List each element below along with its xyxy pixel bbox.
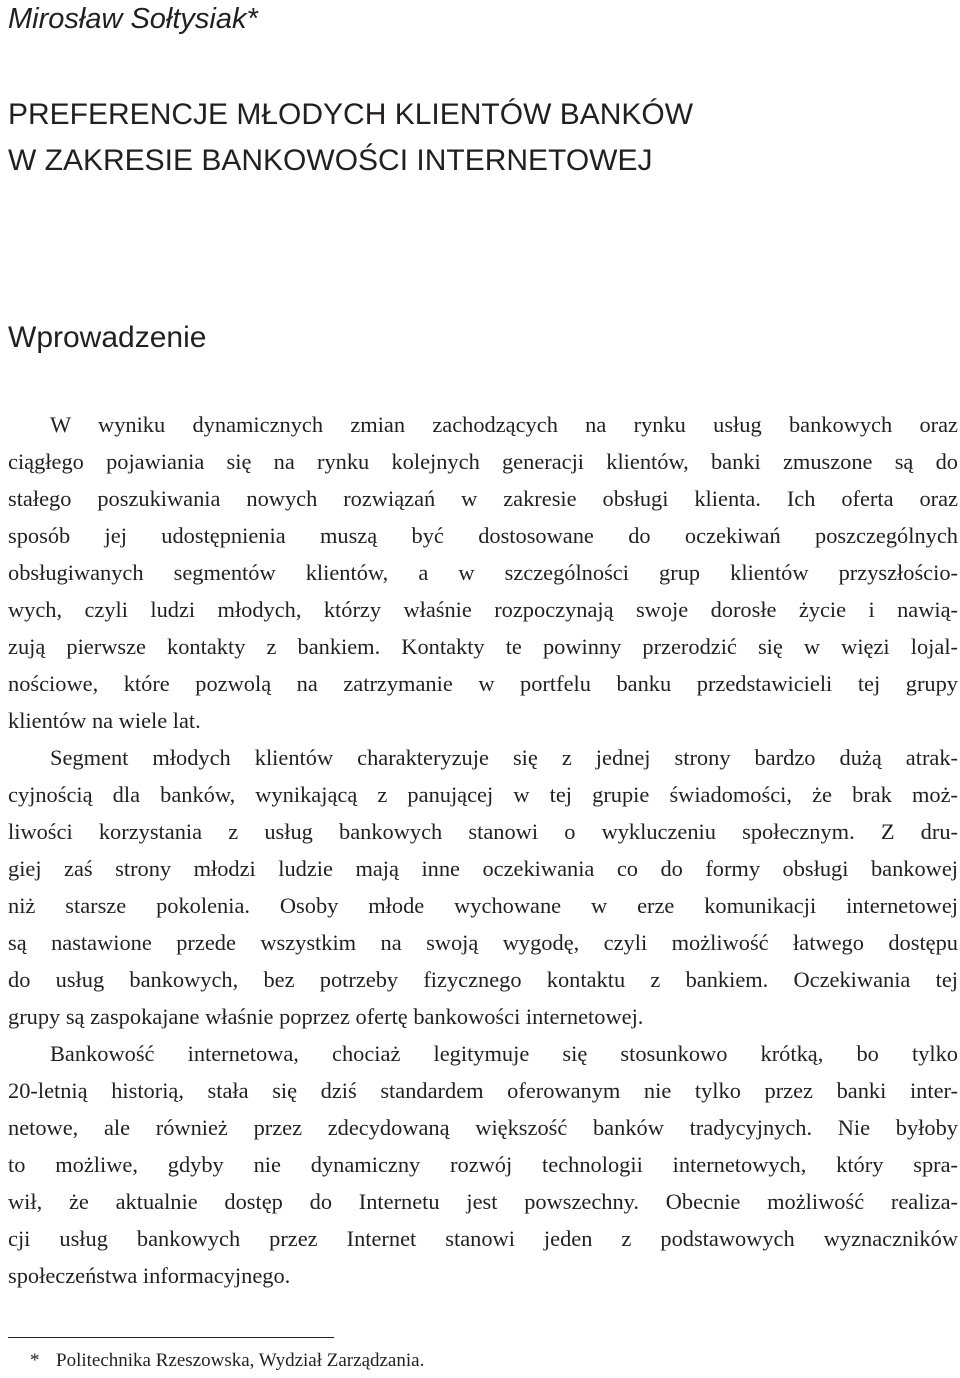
paragraph-1-line: stałego poszukiwania nowych rozwiązań w zakresie obsługi klienta. Ich oferta oraz xyxy=(8,486,958,511)
section-heading: Wprowadzenie xyxy=(8,321,207,354)
paragraph-2-line: cyjnością dla banków, wynikającą z panującej w tej grupie świadomości, że brak moż- xyxy=(8,782,958,807)
body-text xyxy=(8,406,958,1294)
footnote xyxy=(30,1348,424,1374)
paragraph-2-line: grupy są zaspokajane właśnie poprzez ofertę bankowości internetowej. xyxy=(8,1004,644,1029)
paragraph-3-line: Bankowość internetowa, chociaż legitymuje się stosunkowo krótką, bo tylko xyxy=(50,1041,958,1066)
paragraph-1-line: nościowe, które pozwolą na zatrzymanie w portfelu banku przedstawicieli tej grupy xyxy=(8,671,958,696)
footnote-text: Politechnika Rzeszowska, Wydział Zarządzania. xyxy=(56,1350,425,1371)
footnote-divider xyxy=(8,1337,334,1338)
paragraph-3-line: wił, że aktualnie dostęp do Internetu jest powszechny. Obecnie możliwość realiza- xyxy=(8,1189,958,1214)
paragraph-1-line: obsługiwanych segmentów klientów, a w szczególności grup klientów przyszłościo- xyxy=(8,560,958,585)
paragraph-3-line: 20-letnią historią, stała się dziś standardem oferowanym nie tylko przez banki inter- xyxy=(8,1078,958,1103)
paragraph-2-line: do usług bankowych, bez potrzeby fizycznego kontaktu z bankiem. Oczekiwania tej xyxy=(8,967,958,992)
footnote-mark: * xyxy=(30,1350,40,1371)
paragraph-2-line: Segment młodych klientów charakteryzuje się z jednej strony bardzo dużą atrak- xyxy=(50,745,958,770)
paragraph-1-line: W wyniku dynamicznych zmian zachodzących na rynku usług bankowych oraz xyxy=(50,412,958,437)
author-name: Mirosław Sołtysiak* xyxy=(8,3,258,35)
paragraph-3-line: cji usług bankowych przez Internet stanowi jeden z podstawowych wyznaczników xyxy=(8,1226,958,1251)
paragraph-1-line: klientów na wiele lat. xyxy=(8,708,201,733)
paragraph-2-line: niż starsze pokolenia. Osoby młode wychowane w erze komunikacji internetowej xyxy=(8,893,958,918)
article-title xyxy=(8,92,948,184)
paragraph-1-line: wych, czyli ludzi młodych, którzy właśnie rozpoczynają swoje dorosłe życie i nawią- xyxy=(8,597,958,622)
paragraph-1-line: ciągłego pojawiania się na rynku kolejnych generacji klientów, banki zmuszone są do xyxy=(8,449,958,474)
paragraph-2-line: giej zaś strony młodzi ludzie mają inne oczekiwania co do formy obsługi bankowej xyxy=(8,856,958,881)
paragraph-3-line: netowe, ale również przez zdecydowaną większość banków tradycyjnych. Nie byłoby xyxy=(8,1115,958,1140)
article-title-line-1: PREFERENCJE MŁODYCH KLIENTÓW BANKÓW xyxy=(8,98,694,131)
paragraph-2-line: liwości korzystania z usług bankowych stanowi o wykluczeniu społecznym. Z dru- xyxy=(8,819,958,844)
paragraph-2-line: są nastawione przede wszystkim na swoją wygodę, czyli możliwość łatwego dostępu xyxy=(8,930,958,955)
paragraph-1-line: zują pierwsze kontakty z bankiem. Kontakty te powinny przerodzić się w więzi lojal- xyxy=(8,634,958,659)
paragraph-3-line: to możliwe, gdyby nie dynamiczny rozwój technologii internetowych, który spra- xyxy=(8,1152,958,1177)
paragraph-1-line: sposób jej udostępnienia muszą być dostosowane do oczekiwań poszczególnych xyxy=(8,523,958,548)
article-title-line-2: W ZAKRESIE BANKOWOŚCI INTERNETOWEJ xyxy=(8,144,653,177)
paragraph-3-line: społeczeństwa informacyjnego. xyxy=(8,1263,291,1288)
